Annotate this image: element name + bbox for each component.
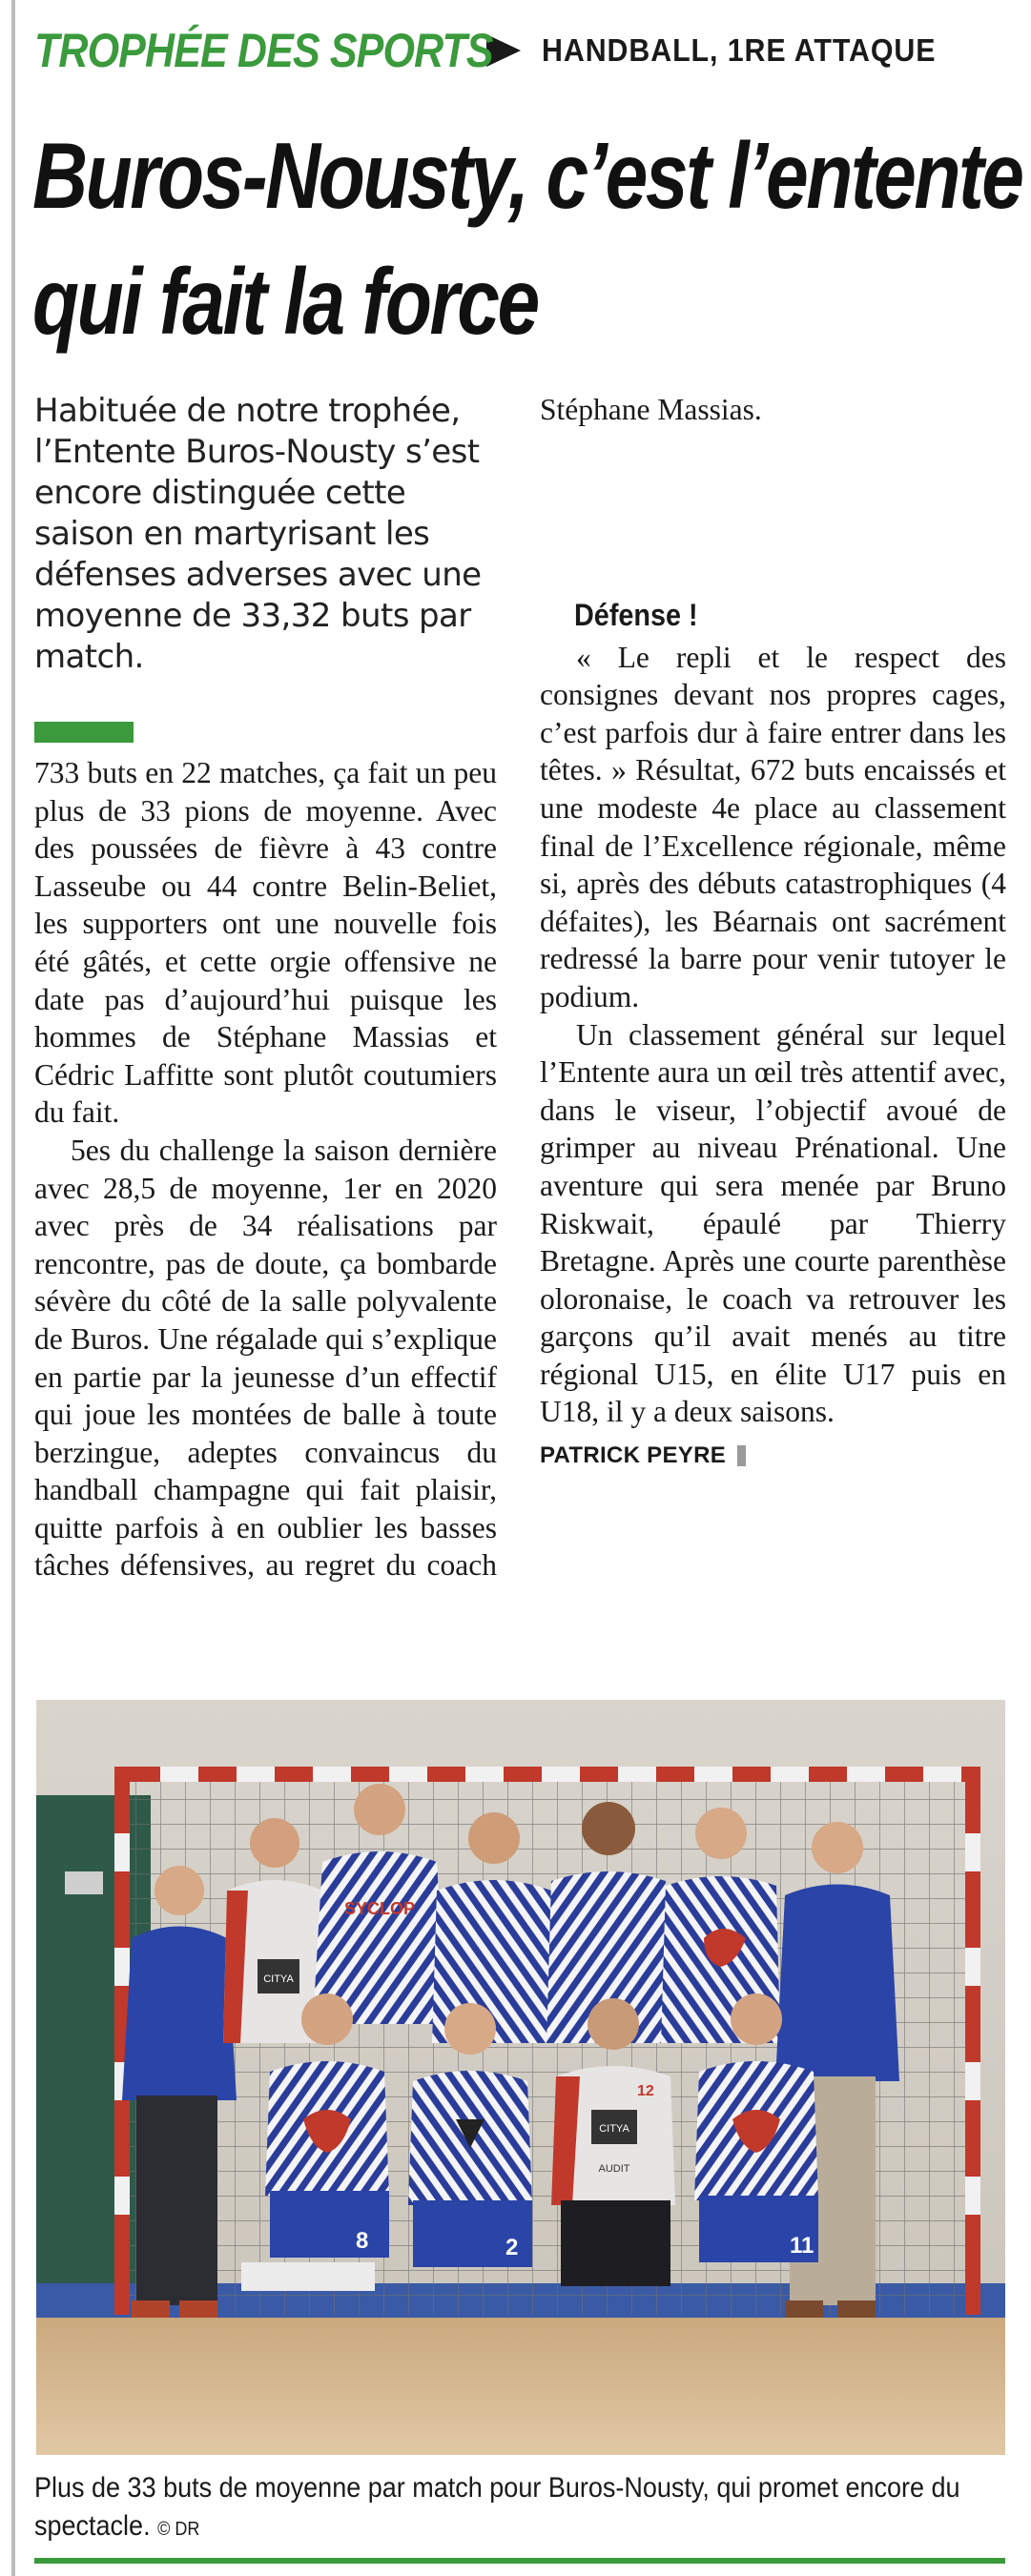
green-accent-bar: [34, 722, 134, 743]
paragraph-4: Un classement général sur lequel l’Entente aura un œil très attentif avec, dans le viseur, l’objectif avoué de grimper au niveau Prénational. Une aventure qui sera menée par Bruno Riskwait, épaulé par Thierry Bretagne. Après une courte parenthèse oloronaise, le coach va retrouver les garçons qu’il avait menés au titre régional U15, en élite U17 puis en U18, il y a deux saisons.: [540, 1017, 1006, 1429]
signature-end-mark: [737, 1445, 746, 1466]
svg-text:SYCLOP: SYCLOP: [343, 1899, 416, 1918]
intertitle: Défense !: [574, 598, 698, 632]
photo-credit: © DR: [157, 2519, 200, 2540]
svg-text:8: 8: [356, 2228, 369, 2254]
headline-line-2: qui fait la force: [32, 249, 538, 354]
team-photo-illustration: [36, 1700, 1005, 2455]
subject-label: HANDBALL, 1RE ATTAQUE: [542, 32, 937, 68]
bottom-green-rule: [34, 2558, 1005, 2564]
kicker: [34, 17, 998, 84]
headline-line-1: Buros-Nousty, c’est l’entente: [32, 123, 1022, 228]
standfirst: Habituée de notre trophée, l’Entente Buros-Nousty s’est encore distinguée cette saison en martyrisant les défenses adverses avec une moyenne de 33,32 buts par match.: [34, 392, 482, 676]
left-margin-rule: [11, 0, 15, 2576]
team-photo: [36, 1700, 1005, 2455]
rubric-label: TROPHÉE DES SPORTS: [34, 24, 493, 77]
article-body-left: [34, 754, 497, 1584]
paragraph-2-continued-text: Stéphane Massias.: [540, 393, 762, 427]
paragraph-1: 733 buts en 22 matches, ça fait un peu plus de 33 pions de moyenne. Avec des poussées de fièvre à 43 contre Lasseube ou 44 contre Belin-Beliet, les supporters ont une nouvelle fois été gâtés, et cette orgie offensive ne date pas d’aujourd’hui puisque les hommes de Stéphane Massias et Cédric Laffitte sont plutôt coutumiers du fait.: [34, 756, 497, 1130]
caption-text: Plus de 33 buts de moyenne par match pour Buros-Nousty, qui promet encore du spectacle.: [34, 2472, 960, 2542]
paragraph-3: « Le repli et le respect des consignes devant nos propres cages, c’est parfois dur à faire entrer dans les têtes. » Résultat, 672 buts encaissés et une modeste 4e place au classement final de l’Excellence régionale, même si, après des débuts catastrophiques (4 défaites), les Béarnais ont sacrément redressé la barre pour venir tutoyer le podium.: [540, 640, 1006, 1013]
paragraph-2: 5es du challenge la saison dernière avec 28,5 de moyenne, 1er en 2020 avec près de 34 réalisations par rencontre, pas de doute, ça bombarde sévère du côté de la salle polyvalente de Buros. Une régalade qui s’explique en partie par la jeunesse d’un effectif qui joue les montées de balle à toute berzingue, adeptes convaincus du handball champagne qui fait plaisir, quitte parfois à en oublier les basses tâches défensives, au regret du coach: [34, 1133, 497, 1583]
svg-text:12: 12: [637, 2083, 654, 2099]
photo-caption: [34, 2469, 998, 2548]
svg-text:11: 11: [790, 2233, 814, 2259]
article-body-right: [540, 391, 1006, 1475]
paragraph-2-continued: [540, 391, 1006, 580]
svg-text:CITYA: CITYA: [599, 2123, 629, 2135]
author-signature: [540, 1437, 1006, 1475]
svg-text:CITYA: CITYA: [263, 1973, 294, 1985]
article-column-left: [34, 391, 497, 1584]
svg-text:2: 2: [505, 2235, 519, 2260]
svg-text:AUDIT: AUDIT: [598, 2163, 630, 2175]
article-column-right: [540, 391, 1006, 1475]
author-name: PATRICK PEYRE: [540, 1442, 727, 1469]
headline: [32, 112, 1022, 364]
